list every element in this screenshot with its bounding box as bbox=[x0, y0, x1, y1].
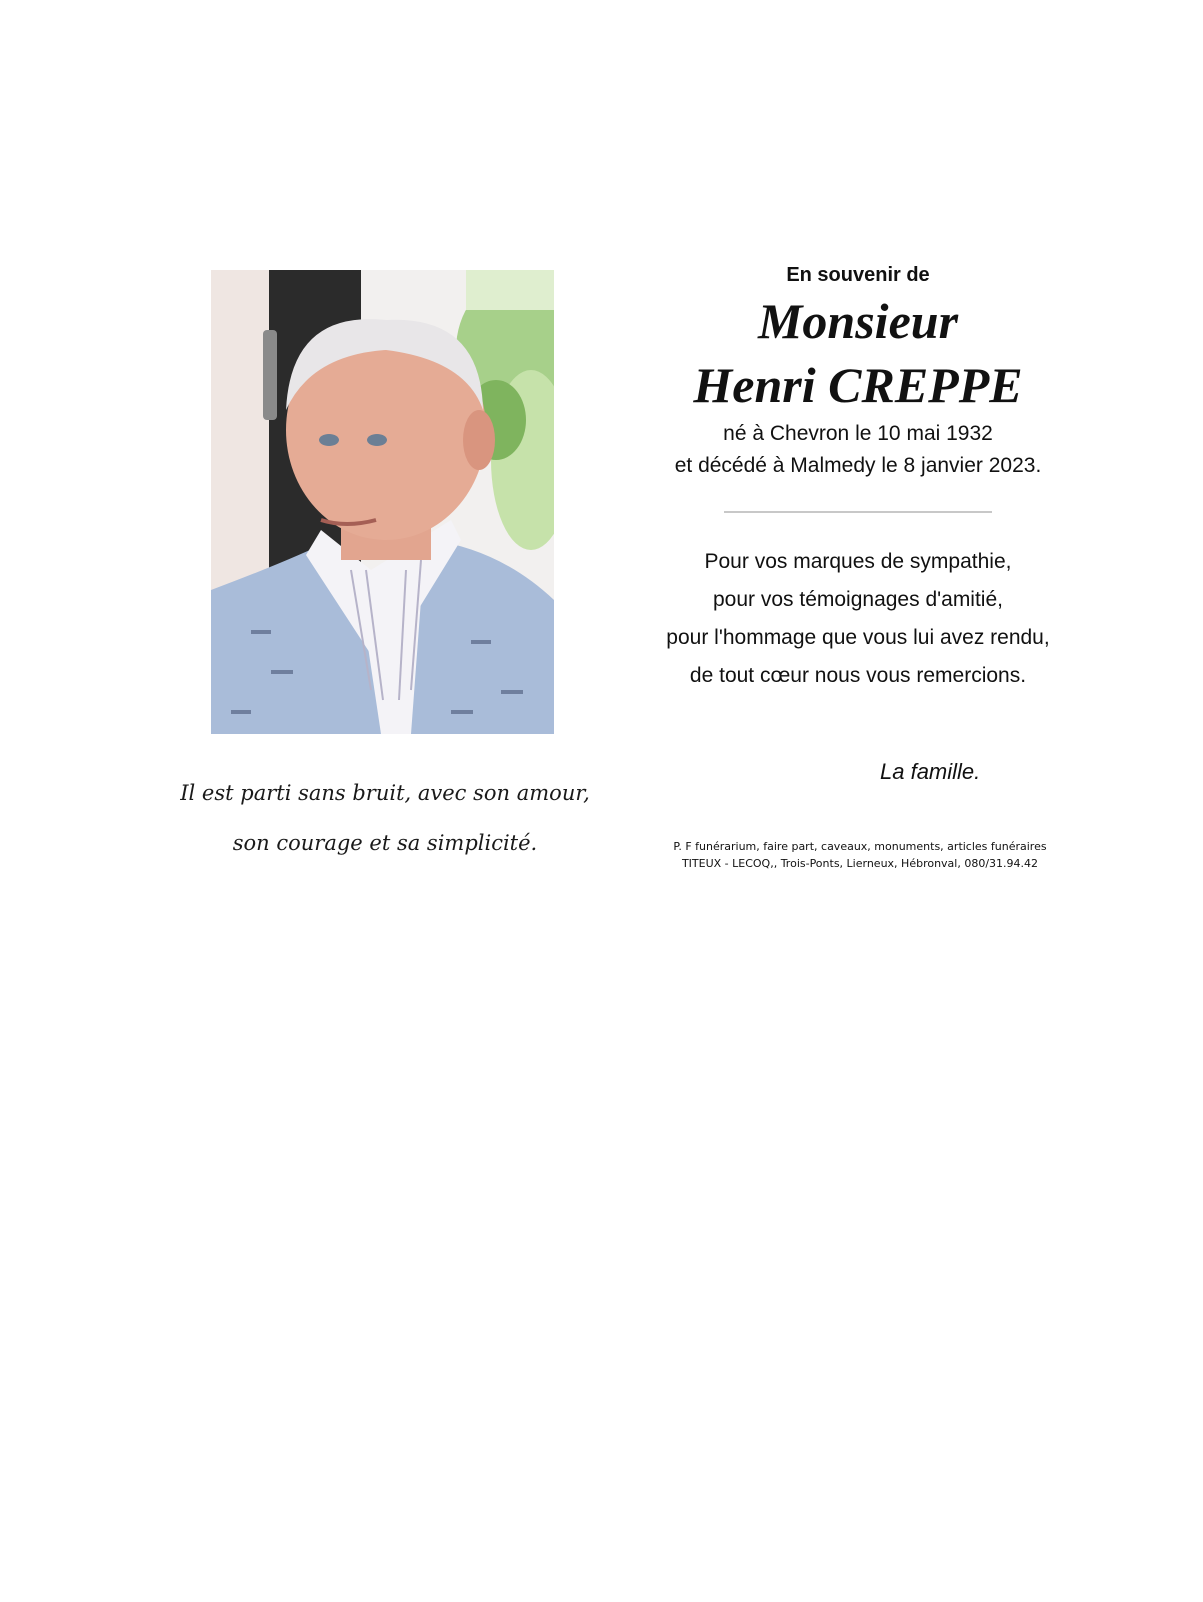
footer-line: P. F funérarium, faire part, caveaux, monuments, articles funéraires bbox=[673, 840, 1047, 853]
deceased-name: Henri CREPPE bbox=[693, 357, 1023, 413]
thanks-line: Pour vos marques de sympathie, bbox=[704, 550, 1012, 573]
quote-line: Il est parti sans bruit, avec son amour, bbox=[180, 781, 590, 805]
portrait-photo bbox=[211, 270, 554, 734]
thanks-line: de tout cœur nous vous remercions. bbox=[689, 664, 1027, 687]
death-line: et décédé à Malmedy le 8 janvier 2023. bbox=[674, 454, 1042, 477]
signature: La famille. bbox=[880, 759, 981, 784]
thanks-line: pour l'hommage que vous lui avez rendu, bbox=[666, 626, 1050, 649]
footer-line: TITEUX - LECOQ,, Trois-Ponts, Lierneux, Hébronval, 080/31.94.42 bbox=[681, 857, 1039, 870]
quote-line: son courage et sa simplicité. bbox=[232, 831, 538, 855]
memorial-quote bbox=[160, 768, 610, 868]
kicker: En souvenir de bbox=[786, 264, 930, 286]
birth-line: né à Chevron le 10 mai 1932 bbox=[723, 422, 993, 445]
funeral-home-footer bbox=[640, 838, 1080, 872]
memorial-text bbox=[630, 255, 1086, 695]
title: Monsieur bbox=[757, 293, 959, 349]
divider bbox=[724, 511, 992, 513]
thanks-line: pour vos témoignages d'amitié, bbox=[712, 588, 1003, 611]
